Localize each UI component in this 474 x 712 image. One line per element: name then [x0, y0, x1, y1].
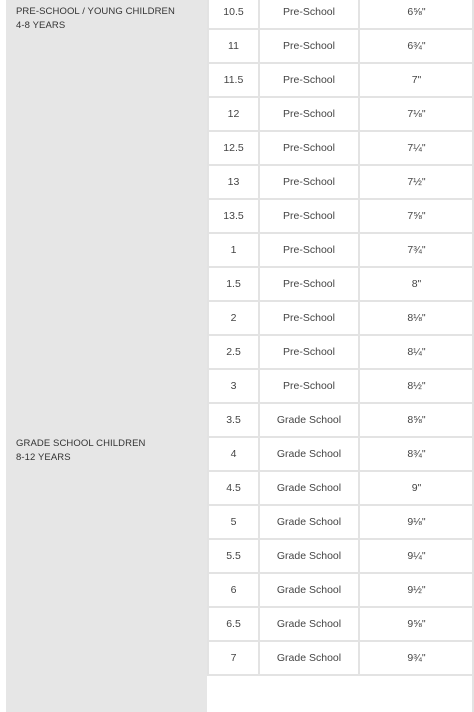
size-cell: 12 — [208, 97, 259, 131]
length-cell: 8⅛" — [359, 301, 474, 335]
length-cell: 9½" — [359, 573, 474, 607]
category-cell: Grade School — [259, 607, 359, 641]
table-row — [208, 29, 474, 63]
length-cell: 7" — [359, 63, 474, 97]
size-cell: 1.5 — [208, 267, 259, 301]
category-cell: Grade School — [259, 539, 359, 573]
table-row — [208, 131, 474, 165]
size-cell: 12.5 — [208, 131, 259, 165]
size-cell: 13 — [208, 165, 259, 199]
length-cell: 7¼" — [359, 131, 474, 165]
size-cell: 11.5 — [208, 63, 259, 97]
table-row — [208, 437, 474, 471]
category-cell: Pre-School — [259, 267, 359, 301]
table-row — [208, 97, 474, 131]
length-cell: 6⅝" — [359, 0, 474, 29]
category-cell: Pre-School — [259, 233, 359, 267]
category-cell: Pre-School — [259, 199, 359, 233]
size-cell: 11 — [208, 29, 259, 63]
size-cell: 3.5 — [208, 403, 259, 437]
table-row — [208, 403, 474, 437]
size-cell: 5 — [208, 505, 259, 539]
length-cell: 7½" — [359, 165, 474, 199]
category-cell: Pre-School — [259, 0, 359, 29]
size-cell: 3 — [208, 369, 259, 403]
length-cell: 7⅝" — [359, 199, 474, 233]
table-row — [208, 165, 474, 199]
table-row — [208, 199, 474, 233]
table-row — [208, 63, 474, 97]
size-cell: 13.5 — [208, 199, 259, 233]
category-cell: Grade School — [259, 471, 359, 505]
length-cell: 8⅝" — [359, 403, 474, 437]
length-cell: 8¼" — [359, 335, 474, 369]
length-cell: 6¾" — [359, 29, 474, 63]
group-label-gradeschool — [16, 437, 146, 464]
length-cell: 8½" — [359, 369, 474, 403]
size-cell: 2 — [208, 301, 259, 335]
table-row — [208, 471, 474, 505]
size-table-body — [208, 0, 474, 675]
category-cell: Grade School — [259, 573, 359, 607]
category-cell: Pre-School — [259, 165, 359, 199]
size-cell: 6 — [208, 573, 259, 607]
category-cell: Pre-School — [259, 335, 359, 369]
table-row — [208, 301, 474, 335]
category-cell: Pre-School — [259, 131, 359, 165]
size-cell: 4 — [208, 437, 259, 471]
table-row — [208, 267, 474, 301]
table-row — [208, 607, 474, 641]
size-cell: 2.5 — [208, 335, 259, 369]
size-cell: 7 — [208, 641, 259, 675]
category-cell: Pre-School — [259, 63, 359, 97]
group-label-preschool — [16, 5, 175, 32]
table-row — [208, 573, 474, 607]
size-table — [207, 0, 474, 676]
table-row — [208, 233, 474, 267]
group-title: GRADE SCHOOL CHILDREN — [16, 438, 146, 449]
group-subtitle: 4-8 YEARS — [16, 19, 66, 31]
category-cell: Pre-School — [259, 301, 359, 335]
length-cell: 9⅝" — [359, 607, 474, 641]
length-cell: 9⅛" — [359, 505, 474, 539]
table-row — [208, 0, 474, 29]
category-cell: Grade School — [259, 437, 359, 471]
category-cell: Pre-School — [259, 369, 359, 403]
length-cell: 9¾" — [359, 641, 474, 675]
size-cell: 1 — [208, 233, 259, 267]
category-cell: Pre-School — [259, 29, 359, 63]
table-row — [208, 641, 474, 675]
length-cell: 9¼" — [359, 539, 474, 573]
size-cell: 4.5 — [208, 471, 259, 505]
size-cell: 6.5 — [208, 607, 259, 641]
category-cell: Grade School — [259, 641, 359, 675]
table-row — [208, 335, 474, 369]
table-row — [208, 505, 474, 539]
table-row — [208, 539, 474, 573]
category-cell: Pre-School — [259, 97, 359, 131]
category-cell: Grade School — [259, 505, 359, 539]
group-column — [6, 0, 207, 712]
length-cell: 9" — [359, 471, 474, 505]
length-cell: 8" — [359, 267, 474, 301]
length-cell: 8¾" — [359, 437, 474, 471]
length-cell: 7⅛" — [359, 97, 474, 131]
length-cell: 7¾" — [359, 233, 474, 267]
group-title: PRE-SCHOOL / YOUNG CHILDREN — [16, 6, 175, 17]
size-cell: 10.5 — [208, 0, 259, 29]
table-row — [208, 369, 474, 403]
size-cell: 5.5 — [208, 539, 259, 573]
category-cell: Grade School — [259, 403, 359, 437]
group-subtitle: 8-12 YEARS — [16, 451, 71, 463]
